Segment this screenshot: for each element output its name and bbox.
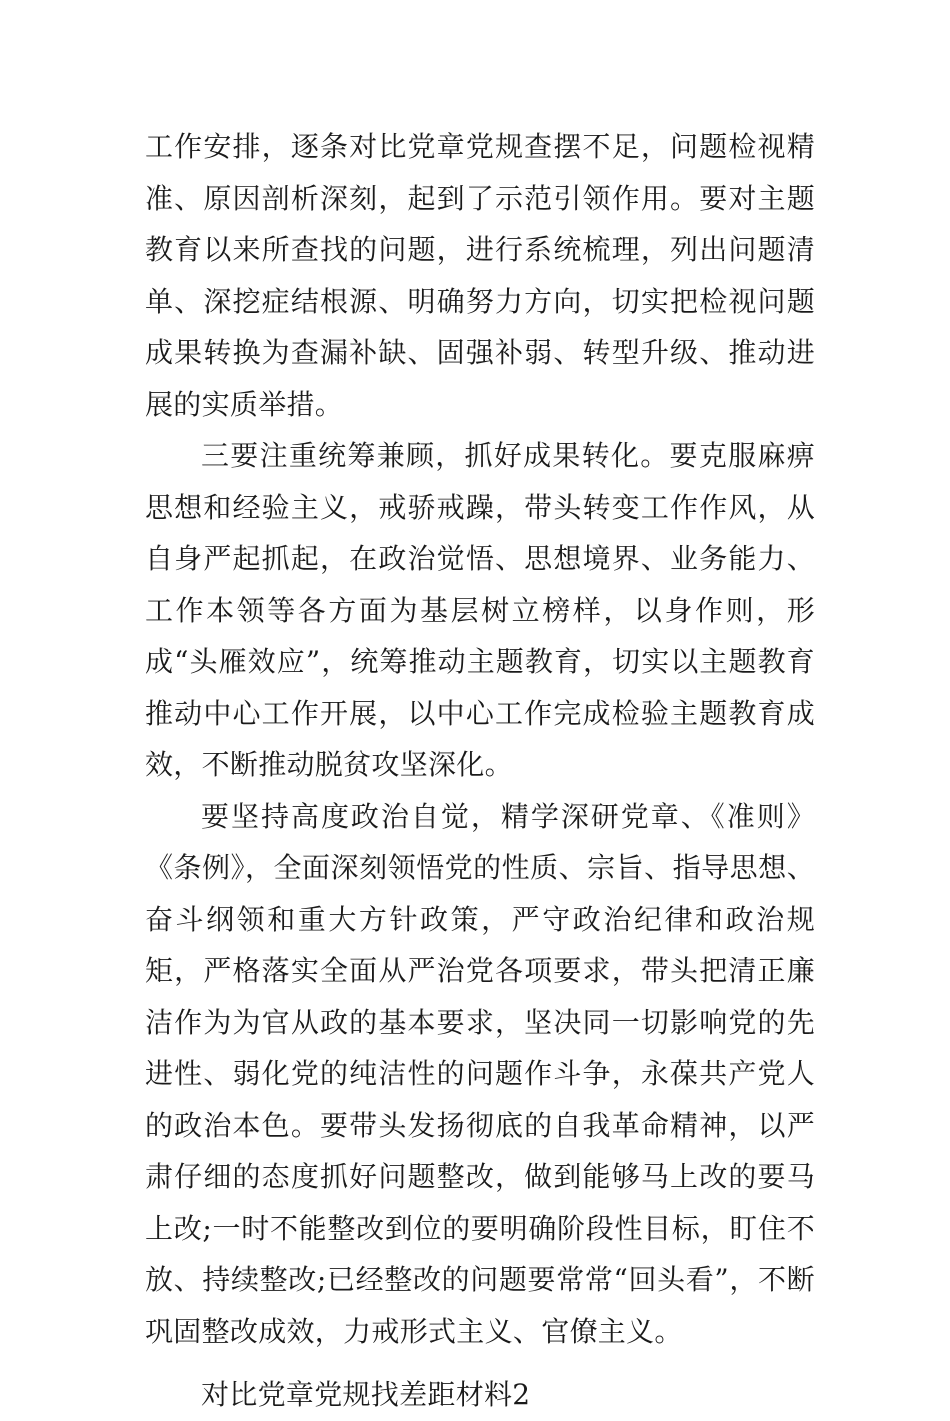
document-body: [145, 121, 815, 1421]
paragraph-continuation: 工作安排，逐条对比党章党规查摆不足，问题检视精准、原因剖析深刻，起到了示范引领作用。要对主题教育以来所查找的问题，进行系统梳理，列出问题清单、深挖症结根源、明确努力方向，切实把检视问题成果转换为查漏补缺、固强补弱、转型升级、推动进展的实质举措。: [145, 130, 815, 421]
paragraph-point-three: 三要注重统筹兼顾，抓好成果转化。要克服麻痹思想和经验主义，戒骄戒躁，带头转变工作作风，从自身严起抓起，在政治觉悟、思想境界、业务能力、工作本领等各方面为基层树立榜样，以身作则，形成“头雁效应”，统筹推动主题教育，切实以主题教育推动中心工作开展，以中心工作完成检验主题教育成效，不断推动脱贫攻坚深化。: [145, 439, 815, 781]
paragraph-political-awareness: 要坚持高度政治自觉，精学深研党章、《准则》《条例》，全面深刻领悟党的性质、宗旨、指导思想、奋斗纲领和重大方针政策，严守政治纪律和政治规矩，严格落实全面从严治党各项要求，带头把清正廉洁作为为官从政的基本要求，坚决同一切影响党的先进性、弱化党的纯洁性的问题作斗争，永葆共产党人的政治本色。要带头发扬彻底的自我革命精神，以严肃仔细的态度抓好问题整改，做到能够马上改的要马上改;一时不能整改到位的要明确阶段性目标，盯住不放、持续整改;已经整改的问题要常常“回头看”，不断巩固整改成效，力戒形式主义、官僚主义。: [145, 799, 815, 1348]
section-title: 对比党章党规找差距材料2: [201, 1378, 531, 1411]
